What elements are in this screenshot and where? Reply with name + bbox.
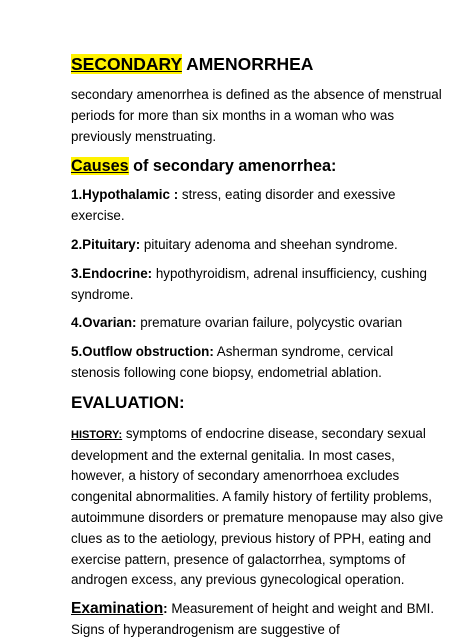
cause-text: premature ovarian failure, polycystic ovarian (136, 315, 403, 331)
cause-item-ovarian (71, 313, 444, 334)
cause-text: pituitary adenoma and sheehan syndrome. (140, 236, 398, 252)
cause-text: hypothyroidism, adrenal insufficiency, cushing syndrome. (71, 265, 428, 302)
examination-label: Examination (71, 600, 164, 618)
causes-heading-highlighted: Causes (71, 157, 129, 176)
cause-label: 5.Outflow obstruction: (71, 344, 214, 360)
history-paragraph (71, 424, 444, 591)
title-rest: AMENORRHEA (181, 54, 314, 74)
causes-heading-rest: of secondary amenorrhea: (128, 157, 337, 176)
cause-label: 2.Pituitary: (71, 236, 141, 252)
cause-item-pituitary (71, 235, 444, 256)
cause-item-endocrine (71, 264, 444, 306)
page-title (71, 52, 444, 76)
cause-item-hypothalamic (71, 185, 444, 227)
evaluation-heading: EVALUATION: (71, 392, 185, 412)
definition-paragraph: secondary amenorrhea is defined as the absence of menstrual periods for more than six months in a woman who was previously menstruating. (71, 87, 442, 144)
cause-item-outflow (71, 342, 444, 384)
examination-colon: : (163, 601, 168, 617)
cause-text: stress, eating disorder and exessive exercise. (71, 187, 396, 224)
cause-label: 4.Ovarian: (71, 315, 137, 331)
history-text: symptoms of endocrine disease, secondary sexual development and the external genitalia. In most cases, however, a history of secondary amenorrhoea excludes congenital abnormalities. A family history of fertility problems, autoimmune disorders or premature menopause may also give clues as to the aetiology, previous history of PPH, eating and exercise pattern, presence of galactorrhea, symptoms of androgen excess, any previous gynecological operation. (71, 425, 444, 588)
cause-label: 3.Endocrine: (71, 265, 153, 281)
examination-text: Measurement of height and weight and BMI. Signs of hyperandrogenism are suggestive of (71, 601, 435, 637)
causes-heading (71, 155, 444, 177)
title-highlighted-word: SECONDARY (71, 54, 182, 74)
cause-label: 1.Hypothalamic : (71, 187, 179, 203)
history-label: HISTORY: (71, 428, 123, 441)
examination-paragraph (71, 599, 444, 641)
cause-text: Asherman syndrome, cervical stenosis following cone biopsy, endometrial ablation. (71, 344, 394, 380)
